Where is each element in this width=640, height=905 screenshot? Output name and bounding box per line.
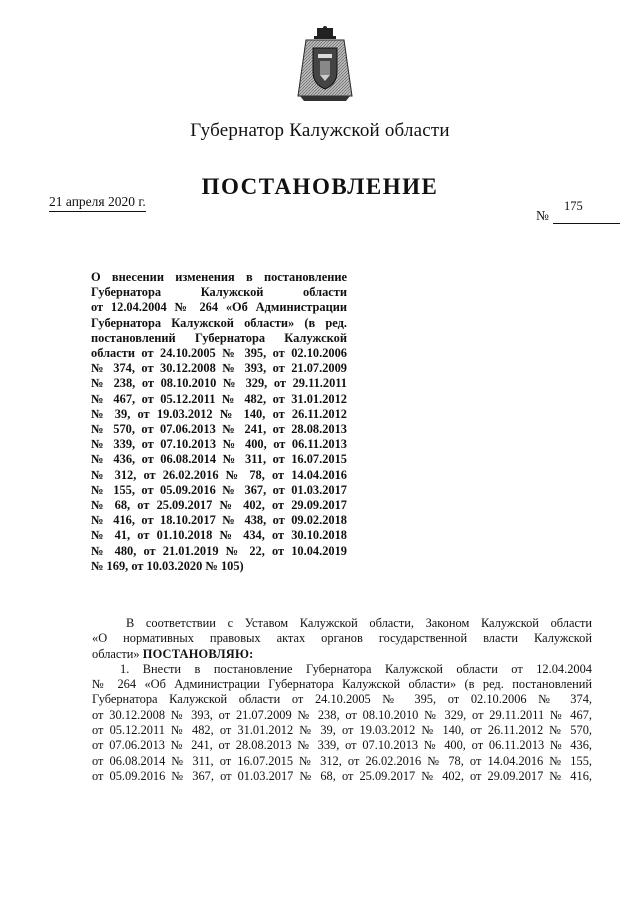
subject-line: № 339, от 07.10.2013 № 400, от 06.11.2013 [91,437,347,452]
number-underline [553,223,620,224]
item-1-line: от 07.06.2013 № 241, от 28.08.2013 № 339, от 07.10.2013 № 400, от 06.11.2013 № 436, [92,738,592,753]
subject-line: № 374, от 30.12.2008 № 393, от 21.07.2009 [91,361,347,376]
item-1-line: № 264 «Об Администрации Губернатора Калужской области» (в ред. постановлений [92,677,592,692]
subject-line: № 467, от 05.12.2011 № 482, от 31.01.2012 [91,391,347,406]
subject-line: от 12.04.2004 № 264 «Об Администрации [91,300,347,315]
decree-word: ПОСТАНОВЛЯЮ: [142,646,254,661]
issuing-authority: Губернатор Калужской области [190,120,450,141]
subject-line: № 41, от 01.10.2018 № 434, от 30.10.2018 [91,528,347,543]
document-date: 21 апреля 2020 г. [49,194,146,212]
item-1-line: от 06.08.2014 № 311, от 16.07.2015 № 312, от 26.02.2016 № 78, от 14.04.2016 № 155, [92,753,592,768]
document-subject [91,270,347,574]
item-1-line: Губернатора Калужской области от 24.10.2005 № 395, от 02.10.2006 № 374, [92,692,592,707]
subject-line: № 436, от 06.08.2014 № 311, от 16.07.2015 [91,452,347,467]
subject-line: № 39, от 19.03.2012 № 140, от 26.11.2012 [91,406,347,421]
subject-line: Губернатора Калужской области [91,285,347,300]
subject-line: области от 24.10.2005 № 395, от 02.10.2006 [91,346,347,361]
subject-line: № 416, от 18.10.2017 № 438, от 09.02.2018 [91,513,347,528]
subject-line: № 570, от 07.06.2013 № 241, от 28.08.2013 [91,422,347,437]
item-1-line: от 30.12.2008 № 393, от 21.07.2009 № 238, от 08.10.2010 № 329, от 29.11.2011 № 467, [92,707,592,722]
document-body [92,616,592,784]
number-sign: № [536,208,549,223]
subject-line: № 312, от 26.02.2016 № 78, от 14.04.2016 [91,467,347,482]
preamble-line: «О нормативных правовых актах органов государственной власти Калужской [92,631,592,646]
subject-line: № 238, от 08.10.2010 № 329, от 29.11.2011 [91,376,347,391]
item-1-line: от 05.09.2016 № 367, от 01.03.2017 № 68, от 25.09.2017 № 402, от 29.09.2017 № 416, [92,768,592,783]
subject-line: № 155, от 05.09.2016 № 367, от 01.03.2017 [91,482,347,497]
subject-line: постановлений Губернатора Калужской [91,330,347,345]
preamble-line [92,647,592,662]
subject-line: Губернатора Калужской области» (в ред. [91,315,347,330]
document-number: 175 [564,199,583,213]
document-type-title: ПОСТАНОВЛЕНИЕ [201,174,439,199]
item-1-line: от 05.12.2011 № 482, от 31.01.2012 № 39, от 19.03.2012 № 140, от 26.11.2012 № 570, [92,723,592,738]
kaluga-coat-of-arms-emblem [296,26,354,102]
subject-line: № 169, от 10.03.2020 № 105) [91,558,244,573]
coat-of-arms-icon [296,26,354,102]
subject-line: № 480, от 21.01.2019 № 22, от 10.04.2019 [91,543,347,558]
document-number-block [536,199,620,225]
subject-line: № 68, от 25.09.2017 № 402, от 29.09.2017 [91,498,347,513]
subject-line: О внесении изменения в постановление [91,270,347,284]
preamble-line: В соответствии с Уставом Калужской области, Законом Калужской области [126,616,592,630]
preamble-text: области» [92,646,140,661]
item-1-line: 1. Внести в постановление Губернатора Калужской области от 12.04.2004 [120,661,592,676]
